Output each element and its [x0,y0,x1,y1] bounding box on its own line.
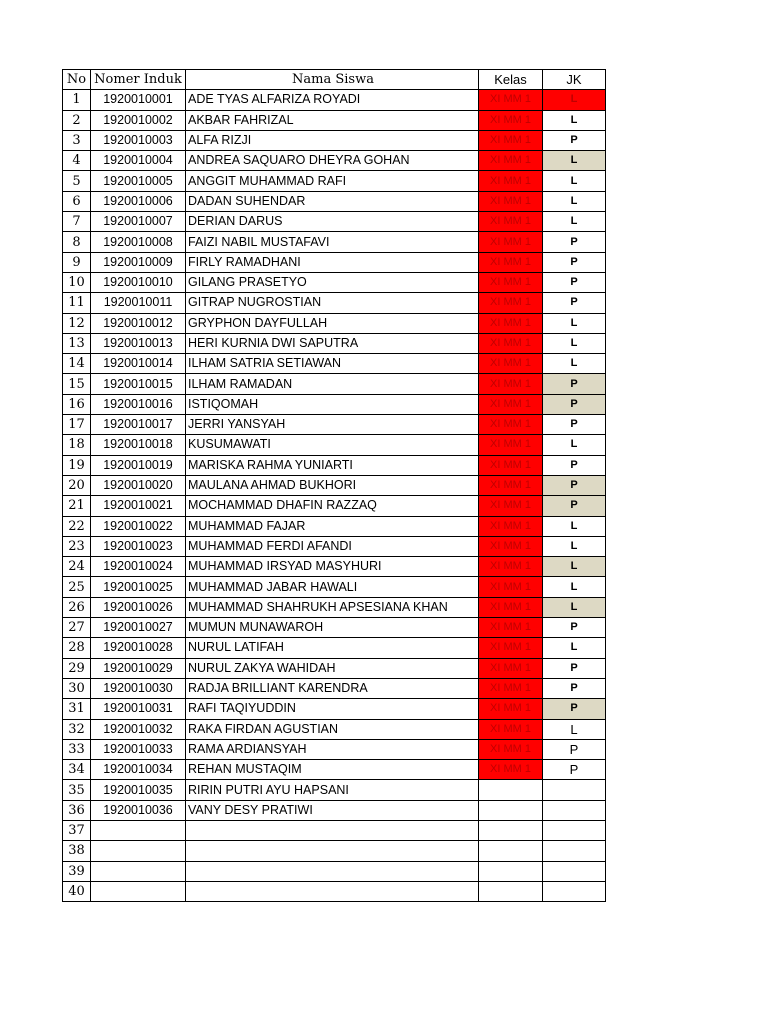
table-row [63,800,606,820]
cell-nomer-induk [91,820,186,840]
cell-no: 7 [63,212,91,232]
cell-kelas: XI MM 1 [479,739,543,759]
cell-kelas: XI MM 1 [479,536,543,556]
cell-no: 20 [63,475,91,495]
cell-nomer-induk: 1920010016 [91,394,186,414]
cell-no: 19 [63,455,91,475]
table-row [63,272,606,292]
cell-nomer-induk: 1920010025 [91,577,186,597]
table-row [63,597,606,617]
table-row [63,496,606,516]
cell-nama-siswa: MUHAMMAD FERDI AFANDI [186,536,479,556]
cell-jk: P [543,374,606,394]
table-row [63,394,606,414]
cell-kelas: XI MM 1 [479,496,543,516]
cell-jk: P [543,475,606,495]
table-row [63,516,606,536]
cell-no: 4 [63,151,91,171]
cell-jk: P [543,130,606,150]
cell-jk: L [543,354,606,374]
cell-jk [543,820,606,840]
table-row [63,760,606,780]
cell-nama-siswa: RAFI TAQIYUDDIN [186,699,479,719]
cell-nomer-induk: 1920010032 [91,719,186,739]
cell-no: 27 [63,618,91,638]
cell-jk: P [543,232,606,252]
cell-nama-siswa: RIRIN PUTRI AYU HAPSANI [186,780,479,800]
table-row [63,861,606,881]
cell-jk: P [543,760,606,780]
cell-nama-siswa: MUHAMMAD FAJAR [186,516,479,536]
table-row [63,618,606,638]
cell-jk: L [543,638,606,658]
cell-kelas [479,800,543,820]
header-nomer-induk: Nomer Induk [91,70,186,90]
cell-no: 14 [63,354,91,374]
cell-jk: L [543,110,606,130]
cell-no: 9 [63,252,91,272]
cell-nama-siswa: RAKA FIRDAN AGUSTIAN [186,719,479,739]
cell-jk [543,800,606,820]
cell-kelas: XI MM 1 [479,110,543,130]
cell-no: 38 [63,841,91,861]
cell-kelas: XI MM 1 [479,252,543,272]
table-row [63,293,606,313]
cell-nama-siswa: MUHAMMAD JABAR HAWALI [186,577,479,597]
cell-kelas: XI MM 1 [479,415,543,435]
cell-no: 31 [63,699,91,719]
cell-jk: L [543,557,606,577]
cell-no: 18 [63,435,91,455]
cell-nomer-induk: 1920010034 [91,760,186,780]
cell-no: 13 [63,333,91,353]
cell-nomer-induk: 1920010036 [91,800,186,820]
cell-kelas: XI MM 1 [479,394,543,414]
table-row [63,739,606,759]
cell-no: 17 [63,415,91,435]
header-row [63,70,606,90]
cell-nomer-induk: 1920010026 [91,597,186,617]
cell-nomer-induk: 1920010024 [91,557,186,577]
cell-kelas [479,881,543,901]
cell-nomer-induk: 1920010022 [91,516,186,536]
cell-jk: P [543,415,606,435]
cell-jk: P [543,739,606,759]
cell-nomer-induk: 1920010007 [91,212,186,232]
cell-nama-siswa: NURUL ZAKYA WAHIDAH [186,658,479,678]
table-row [63,354,606,374]
cell-nama-siswa: NURUL LATIFAH [186,638,479,658]
table-row [63,475,606,495]
header-nama-siswa: Nama Siswa [186,70,479,90]
cell-no: 34 [63,760,91,780]
student-roster-table [62,69,606,902]
cell-kelas [479,820,543,840]
cell-nama-siswa [186,841,479,861]
cell-nama-siswa: AKBAR FAHRIZAL [186,110,479,130]
table-row [63,841,606,861]
cell-jk: P [543,455,606,475]
cell-no: 35 [63,780,91,800]
cell-nomer-induk: 1920010014 [91,354,186,374]
cell-kelas: XI MM 1 [479,658,543,678]
cell-no: 28 [63,638,91,658]
cell-jk: P [543,272,606,292]
cell-jk: L [543,597,606,617]
table-row [63,151,606,171]
cell-no: 12 [63,313,91,333]
table-row [63,191,606,211]
table-row [63,313,606,333]
cell-nomer-induk: 1920010012 [91,313,186,333]
cell-no: 23 [63,536,91,556]
cell-nama-siswa: GITRAP NUGROSTIAN [186,293,479,313]
cell-nomer-induk: 1920010017 [91,415,186,435]
table-row [63,171,606,191]
cell-no: 37 [63,820,91,840]
cell-nomer-induk: 1920010030 [91,678,186,698]
table-row [63,374,606,394]
cell-nomer-induk: 1920010020 [91,475,186,495]
cell-jk: L [543,333,606,353]
table-row [63,333,606,353]
table-row [63,638,606,658]
cell-nama-siswa [186,881,479,901]
cell-kelas: XI MM 1 [479,313,543,333]
cell-nomer-induk: 1920010004 [91,151,186,171]
cell-nomer-induk: 1920010023 [91,536,186,556]
cell-jk: L [543,212,606,232]
cell-no: 32 [63,719,91,739]
cell-nomer-induk: 1920010019 [91,455,186,475]
cell-nama-siswa: GRYPHON DAYFULLAH [186,313,479,333]
cell-no: 3 [63,130,91,150]
cell-nama-siswa: VANY DESY PRATIWI [186,800,479,820]
cell-kelas: XI MM 1 [479,455,543,475]
cell-kelas: XI MM 1 [479,699,543,719]
cell-kelas: XI MM 1 [479,191,543,211]
cell-nama-siswa: REHAN MUSTAQIM [186,760,479,780]
table-row [63,252,606,272]
cell-kelas: XI MM 1 [479,293,543,313]
cell-nama-siswa: MOCHAMMAD DHAFIN RAZZAQ [186,496,479,516]
cell-kelas: XI MM 1 [479,272,543,292]
cell-jk: L [543,577,606,597]
table-row [63,557,606,577]
cell-nama-siswa: ILHAM RAMADAN [186,374,479,394]
cell-nomer-induk: 1920010029 [91,658,186,678]
cell-kelas: XI MM 1 [479,557,543,577]
cell-jk: L [543,516,606,536]
cell-nomer-induk: 1920010009 [91,252,186,272]
cell-kelas: XI MM 1 [479,638,543,658]
cell-nomer-induk: 1920010010 [91,272,186,292]
cell-jk [543,861,606,881]
cell-jk: P [543,293,606,313]
cell-nama-siswa: RAMA ARDIANSYAH [186,739,479,759]
cell-nama-siswa: ALFA RIZJI [186,130,479,150]
cell-no: 24 [63,557,91,577]
cell-nomer-induk: 1920010006 [91,191,186,211]
cell-jk: P [543,658,606,678]
cell-kelas: XI MM 1 [479,577,543,597]
header-jk: JK [543,70,606,90]
cell-no: 1 [63,90,91,110]
cell-kelas: XI MM 1 [479,130,543,150]
cell-nama-siswa: HERI KURNIA DWI SAPUTRA [186,333,479,353]
cell-no: 39 [63,861,91,881]
cell-kelas [479,780,543,800]
cell-nomer-induk: 1920010001 [91,90,186,110]
cell-jk: L [543,313,606,333]
cell-kelas: XI MM 1 [479,597,543,617]
cell-nama-siswa: FAIZI NABIL MUSTAFAVI [186,232,479,252]
cell-jk: P [543,678,606,698]
table-row [63,658,606,678]
cell-jk: L [543,435,606,455]
cell-jk: L [543,191,606,211]
cell-no: 6 [63,191,91,211]
cell-kelas [479,861,543,881]
cell-no: 33 [63,739,91,759]
header-kelas: Kelas [479,70,543,90]
cell-kelas: XI MM 1 [479,354,543,374]
cell-kelas: XI MM 1 [479,719,543,739]
cell-nomer-induk: 1920010008 [91,232,186,252]
cell-kelas: XI MM 1 [479,333,543,353]
cell-nama-siswa: MUHAMMAD IRSYAD MASYHURI [186,557,479,577]
cell-kelas: XI MM 1 [479,232,543,252]
cell-kelas: XI MM 1 [479,618,543,638]
cell-no: 36 [63,800,91,820]
cell-jk: L [543,719,606,739]
cell-nomer-induk: 1920010028 [91,638,186,658]
cell-no: 29 [63,658,91,678]
cell-nomer-induk: 1920010033 [91,739,186,759]
cell-no: 8 [63,232,91,252]
cell-jk: L [543,536,606,556]
cell-nama-siswa: FIRLY RAMADHANI [186,252,479,272]
cell-jk: L [543,90,606,110]
cell-kelas: XI MM 1 [479,374,543,394]
cell-jk [543,841,606,861]
table-row [63,212,606,232]
cell-nomer-induk: 1920010021 [91,496,186,516]
cell-no: 30 [63,678,91,698]
cell-nama-siswa: DADAN SUHENDAR [186,191,479,211]
cell-jk [543,881,606,901]
cell-no: 40 [63,881,91,901]
cell-nomer-induk: 1920010005 [91,171,186,191]
cell-nama-siswa: ANGGIT MUHAMMAD RAFI [186,171,479,191]
cell-kelas: XI MM 1 [479,212,543,232]
cell-jk: P [543,699,606,719]
table-row [63,699,606,719]
table-row [63,232,606,252]
roster-body [63,90,606,902]
table-row [63,90,606,110]
cell-nomer-induk: 1920010013 [91,333,186,353]
cell-no: 25 [63,577,91,597]
cell-jk [543,780,606,800]
cell-nama-siswa: MAULANA AHMAD BUKHORI [186,475,479,495]
cell-jk: P [543,252,606,272]
table-row [63,780,606,800]
cell-nama-siswa: ISTIQOMAH [186,394,479,414]
cell-no: 10 [63,272,91,292]
cell-nama-siswa: RADJA BRILLIANT KARENDRA [186,678,479,698]
cell-jk: P [543,496,606,516]
cell-nama-siswa: ILHAM SATRIA SETIAWAN [186,354,479,374]
table-row [63,415,606,435]
cell-no: 2 [63,110,91,130]
cell-nomer-induk: 1920010003 [91,130,186,150]
cell-nama-siswa: MARISKA RAHMA YUNIARTI [186,455,479,475]
cell-no: 15 [63,374,91,394]
cell-nama-siswa [186,861,479,881]
table-row [63,577,606,597]
cell-jk: L [543,171,606,191]
cell-nama-siswa: KUSUMAWATI [186,435,479,455]
table-row [63,130,606,150]
cell-kelas: XI MM 1 [479,475,543,495]
cell-nama-siswa: DERIAN DARUS [186,212,479,232]
cell-no: 5 [63,171,91,191]
table-row [63,110,606,130]
cell-nomer-induk [91,841,186,861]
cell-jk: P [543,394,606,414]
cell-no: 21 [63,496,91,516]
cell-nomer-induk: 1920010027 [91,618,186,638]
table-row [63,536,606,556]
cell-nama-siswa: GILANG PRASETYO [186,272,479,292]
cell-nama-siswa: MUMUN MUNAWAROH [186,618,479,638]
cell-kelas: XI MM 1 [479,516,543,536]
cell-nama-siswa [186,820,479,840]
table-row [63,678,606,698]
cell-no: 11 [63,293,91,313]
cell-nomer-induk: 1920010015 [91,374,186,394]
cell-kelas [479,841,543,861]
table-row [63,455,606,475]
cell-kelas: XI MM 1 [479,678,543,698]
cell-nomer-induk: 1920010002 [91,110,186,130]
table-row [63,435,606,455]
header-no: No [63,70,91,90]
cell-kelas: XI MM 1 [479,151,543,171]
table-row [63,881,606,901]
cell-no: 16 [63,394,91,414]
cell-nomer-induk: 1920010018 [91,435,186,455]
table-row [63,820,606,840]
cell-no: 22 [63,516,91,536]
cell-no: 26 [63,597,91,617]
cell-kelas: XI MM 1 [479,90,543,110]
cell-jk: L [543,151,606,171]
cell-kelas: XI MM 1 [479,435,543,455]
cell-nama-siswa: MUHAMMAD SHAHRUKH APSESIANA KHAN [186,597,479,617]
cell-nomer-induk: 1920010035 [91,780,186,800]
cell-kelas: XI MM 1 [479,171,543,191]
cell-nomer-induk: 1920010011 [91,293,186,313]
cell-kelas: XI MM 1 [479,760,543,780]
cell-nama-siswa: JERRI YANSYAH [186,415,479,435]
table-row [63,719,606,739]
cell-nomer-induk: 1920010031 [91,699,186,719]
cell-jk: P [543,618,606,638]
cell-nomer-induk [91,881,186,901]
cell-nomer-induk [91,861,186,881]
cell-nama-siswa: ADE TYAS ALFARIZA ROYADI [186,90,479,110]
cell-nama-siswa: ANDREA SAQUARO DHEYRA GOHAN [186,151,479,171]
